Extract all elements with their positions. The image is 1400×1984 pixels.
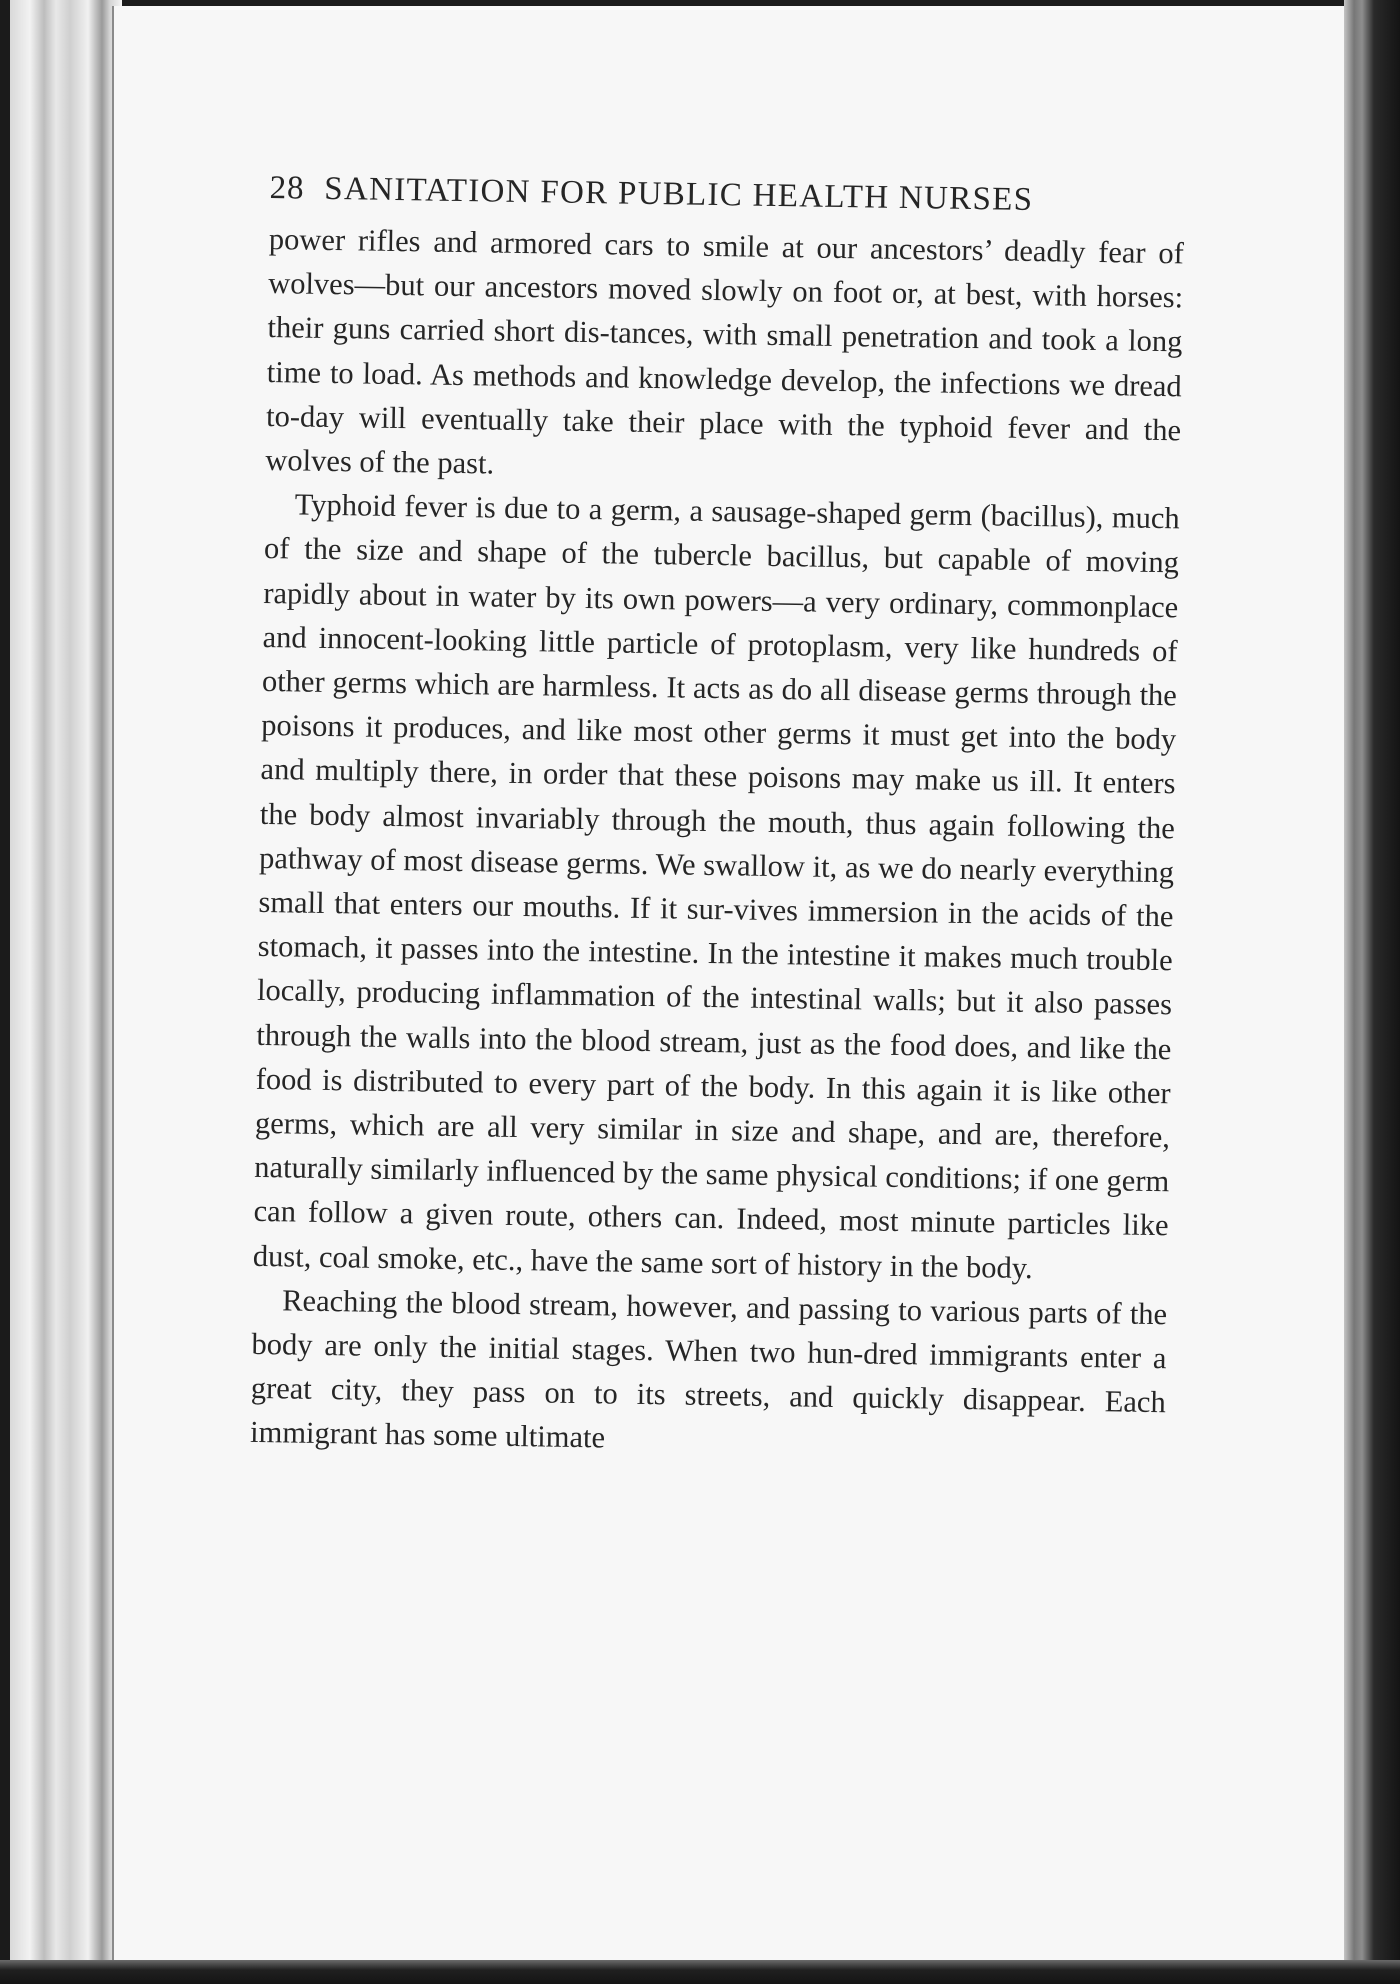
body-text <box>250 217 1184 1469</box>
page-text-block <box>250 170 1185 1469</box>
running-title: SANITATION FOR PUBLIC HEALTH NURSES <box>324 170 1034 218</box>
bottom-shadow <box>0 1960 1400 1984</box>
page-number: 28 <box>269 170 305 207</box>
page-fore-edge-shadow <box>1344 0 1400 1984</box>
paragraph-3: Reaching the blood stream, however, and passing to various parts of the body are only the initial stages. When two hun-dred immigrants enter a great city, they pass on to its streets, and quickly disappear. Each immigrant has some ultimate <box>249 1283 1168 1455</box>
paragraph-1: power rifles and armored cars to smile at our ancestors’ deadly fear of wolves—but our ancestors moved slowly on foot or, at best, with horses: their guns carried short dis-tances, with small penetration and took a long time to load. As methods and knowledge develop, the infections we dread to-day will eventually take their place with the typhoid fever and the wolves of the past. <box>265 221 1185 481</box>
book-spine-edge <box>10 0 122 1984</box>
paragraph-2: Typhoid fever is due to a germ, a sausage-shaped germ (bacillus), much of the size and shape of the tubercle bacillus, but capable of moving rapidly about in water by its own powers—a very ordinary, commonplace and innocent-looking little particle of protoplasm, very like hundreds of other germs which are harmless. It acts as do all disease germs through the poisons it produces, and like most other germs it must get into the body and multiply there, in order that these poisons may make us ill. It enters the body almost invariably through the mouth, thus again following the pathway of most disease germs. We swallow it, as we do nearly everything small that enters our mouths. If it sur-vives immersion in the acids of the stomach, it passes into the intestine. In the intestine it makes much trouble locally, producing inflammation of the intestinal walls; but it also passes through the walls into the blood stream, just as the food does, and like the food is distributed to every part of the body. In this again it is like other germs, which are all very similar in size and shape, and are, therefore, naturally similarly influenced by the same physical conditions; if one germ can follow a given route, others can. Indeed, most minute particles like dust, coal smoke, etc., have the same sort of history in the body. <box>252 487 1180 1285</box>
